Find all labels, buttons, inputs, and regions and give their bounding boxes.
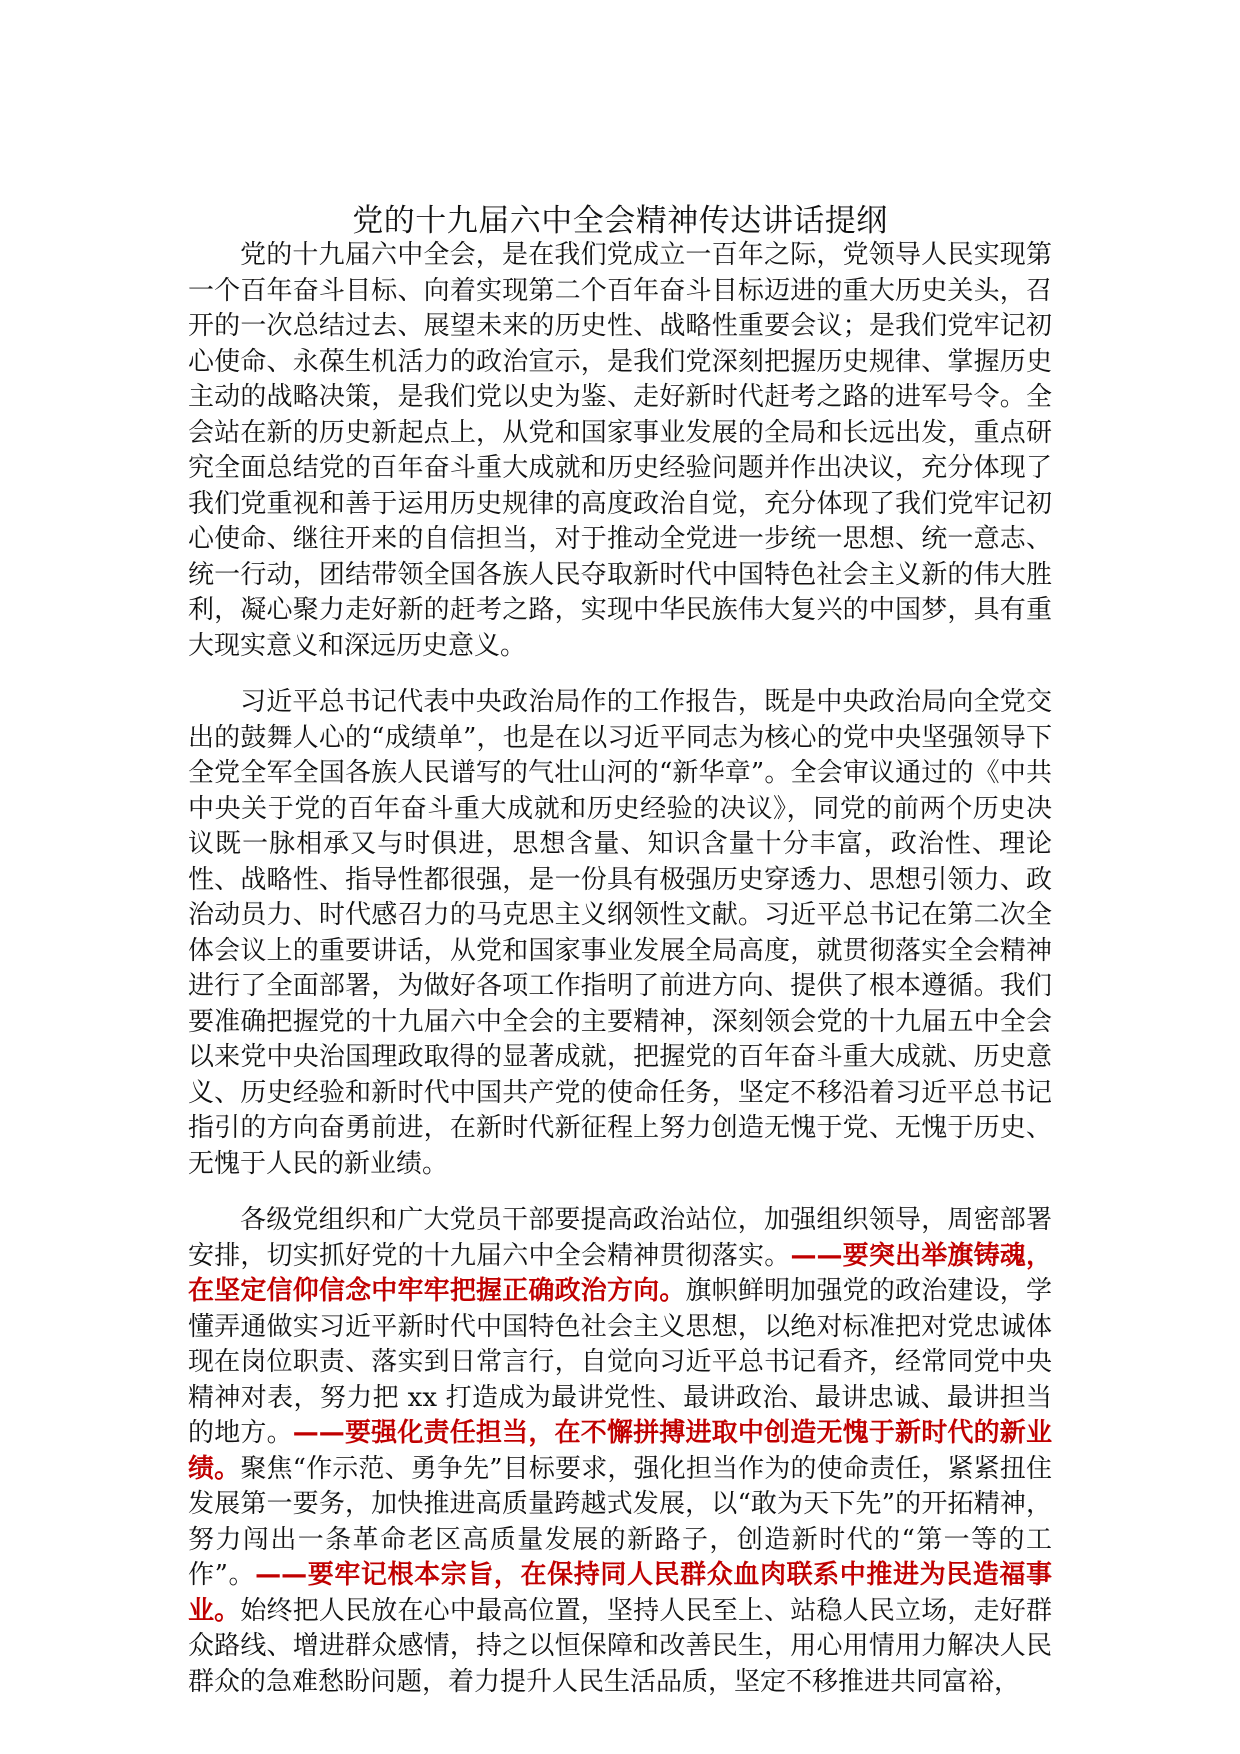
document-title: 党的十九届六中全会精神传达讲话提纲 bbox=[352, 202, 888, 239]
paragraph-3 bbox=[188, 1203, 1052, 1700]
emphasis-heading-2: ——要强化责任担当，在不懈拼搏进取中创造无愧于新时代的新业绩。 bbox=[188, 1418, 1052, 1484]
paragraph-1: 党的十九届六中全会，是在我们党成立一百年之际，党领导人民实现第一个百年奋斗目标、向着实现第二个百年奋斗目标迈进的重大历史关头，召开的一次总结过去、展望未来的历史性、战略性重要会议；是我们党牢记初心使命、永葆生机活力的政治宣示，是我们党深刻把握历史规律、掌握历史主动的战略决策，是我们党以史为鉴、走好新时代赶考之路的进军号令。全会站在新的历史新起点上，从党和国家事业发展的全局和长远出发，重点研究全面总结党的百年奋斗重大成就和历史经验问题并作出决议，充分体现了我们党重视和善于运用历史规律的高度政治自觉，充分体现了我们党牢记初心使命、继往开来的自信担当，对于推动全党进一步统一思想、统一意志、统一行动，团结带领全国各族人民夺取新时代中国特色社会主义新的伟大胜利，凝心聚力走好新的赶考之路，实现中华民族伟大复兴的中国梦，具有重大现实意义和深远历史意义。 bbox=[188, 240, 1052, 661]
paragraph-3-text: 聚焦“作示范、勇争先”目标要求，强化担当作为的使命责任，紧紧扭住发展第一要务，加快推进高质量跨越式发展，以“敢为天下先”的开拓精神，努力闯出一条革命老区高质量发展的新路子，创造新时代的“第一等的工作”。 bbox=[188, 1453, 1052, 1590]
paragraph-3-text: 各级党组织和广大党员干部要提高政治站位，加强组织领导，周密部署安排，切实抓好党的十九届六中全会精神贯彻落实。 bbox=[188, 1205, 1052, 1271]
document-body bbox=[188, 238, 1052, 1721]
emphasis-heading-3: ——要牢记根本宗旨，在保持同人民群众血肉联系中推进为民造福事业。 bbox=[188, 1560, 1052, 1626]
paragraph-3-text: 旗帜鲜明加强党的政治建设，学懂弄通做实习近平新时代中国特色社会主义思想，以绝对标准把对党忠诚体现在岗位职责、落实到日常言行，自觉向习近平总书记看齐，经常同党中央精神对表，努力把 xx 打造成为最讲党性、最讲政治、最讲忠诚、最讲担当的地方。 bbox=[188, 1276, 1052, 1448]
paragraph-2: 习近平总书记代表中央政治局作的工作报告，既是中央政治局向全党交出的鼓舞人心的“成绩单”，也是在以习近平同志为核心的党中央坚强领导下全党全军全国各族人民谱写的气壮山河的“新华章”。全会审议通过的《中共中央关于党的百年奋斗重大成就和历史经验的决议》，同党的前两个历史决议既一脉相承又与时俱进，思想含量、知识含量十分丰富，政治性、理论性、战略性、指导性都很强，是一份具有极强历史穿透力、思想引领力、政治动员力、时代感召力的马克思主义纲领性文献。习近平总书记在第二次全体会议上的重要讲话，从党和国家事业发展全局高度，就贯彻落实全会精神进行了全面部署，为做好各项工作指明了前进方向、提供了根本遵循。我们要准确把握党的十九届六中全会的主要精神，深刻领会党的十九届五中全会以来党中央治国理政取得的显著成就，把握党的百年奋斗重大成就、历史意义、历史经验和新时代中国共产党的使命任务，坚定不移沿着习近平总书记指引的方向奋勇前进，在新时代新征程上努力创造无愧于党、无愧于历史、无愧于人民的新业绩。 bbox=[188, 687, 1052, 1179]
emphasis-heading-1: ——要突出举旗铸魂，在坚定信仰信念中牢牢把握正确政治方向。 bbox=[188, 1240, 1052, 1306]
paragraph-3-text: 始终把人民放在心中最高位置，坚持人民至上、站稳人民立场，走好群众路线、增进群众感情，持之以恒保障和改善民生，用心用情用力解决人民群众的急难愁盼问题，着力提升人民生活品质，坚定不移推进共同富裕， bbox=[188, 1595, 1052, 1697]
